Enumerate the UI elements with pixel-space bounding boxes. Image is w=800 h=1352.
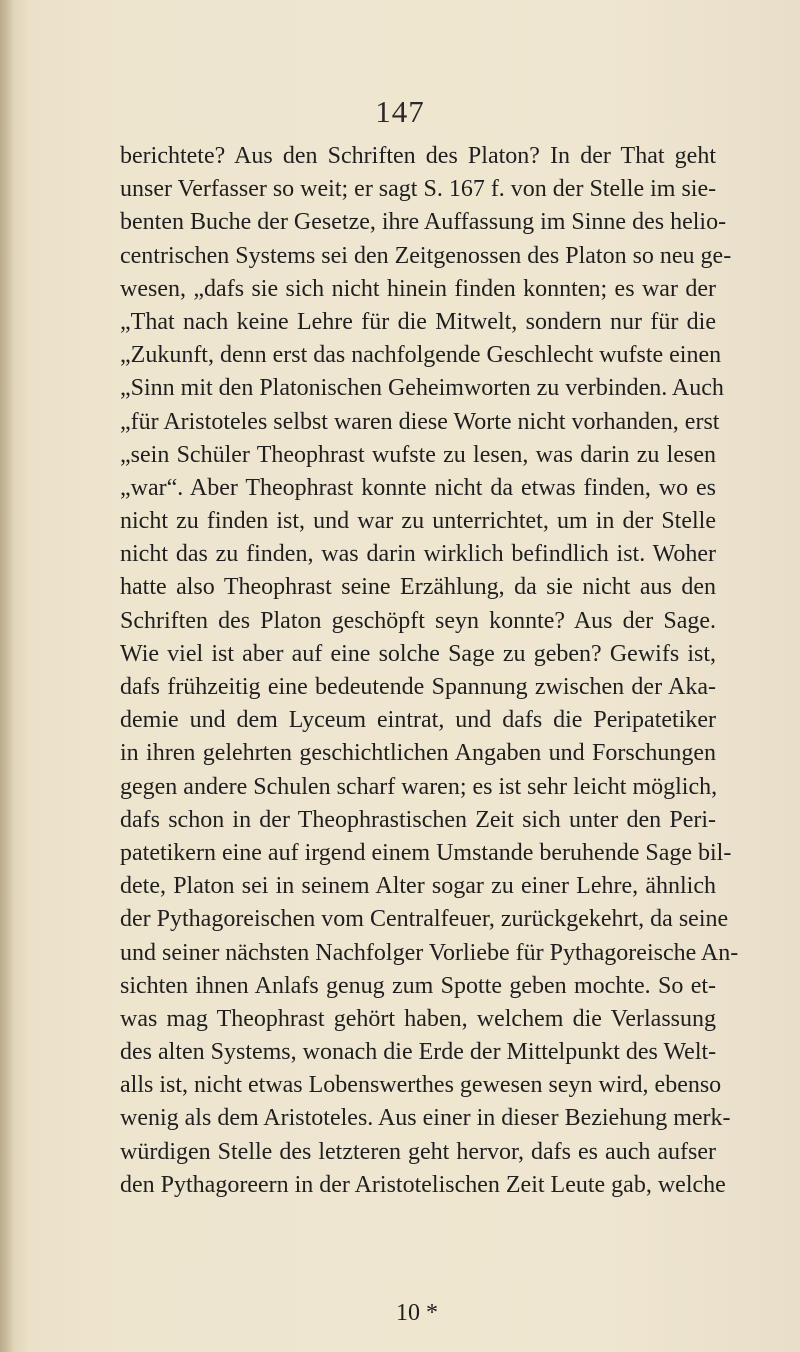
text-line: nicht das zu finden, was darin wirklich befindlich ist. Woher <box>120 541 716 568</box>
text-line: unser Verfasser so weit; er sagt S. 167 f. von der Stelle im sie- <box>120 176 717 203</box>
text-line: der Pythagoreischen vom Centralfeuer, zurückgekehrt, da seine <box>120 906 729 933</box>
text-line: „Sinn mit den Platonischen Geheimworten zu verbinden. Auch <box>120 375 724 402</box>
text-line: wesen, „dafs sie sich nicht hinein finden konnten; es war der <box>120 275 716 302</box>
signature-mark: 10 * <box>396 1300 438 1326</box>
text-line: in ihren gelehrten geschichtlichen Angaben und Forschungen <box>120 740 716 767</box>
text-line: den Pythagoreern in der Aristotelischen Zeit Leute gab, welche <box>120 1171 726 1198</box>
text-line: nicht zu finden ist, und war zu unterrichtet, um in der Stelle <box>120 508 716 535</box>
text-line: „sein Schüler Theophrast wufste zu lesen, was darin zu lesen <box>120 441 716 468</box>
text-line: gegen andere Schulen scharf waren; es ist sehr leicht möglich, <box>120 773 718 800</box>
text-line: dafs schon in der Theophrastischen Zeit sich unter den Peri- <box>120 806 716 833</box>
text-line: „Zukunft, denn erst das nachfolgende Geschlecht wufste einen <box>120 342 722 369</box>
text-line: berichtete? Aus den Schriften des Platon? In der That geht <box>120 143 716 169</box>
text-line: demie und dem Lyceum eintrat, und dafs die Peripatetiker <box>120 707 716 734</box>
text-line: centrischen Systems sei den Zeitgenossen des Platon so neu ge- <box>120 242 732 269</box>
text-line: was mag Theophrast gehört haben, welchem die Verlassung <box>120 1005 716 1032</box>
text-line: „für Aristoteles selbst waren diese Worte nicht vorhanden, erst <box>120 408 720 435</box>
page-number: 147 <box>375 94 425 129</box>
text-line: „war“. Aber Theophrast konnte nicht da etwas finden, wo es <box>120 474 716 501</box>
text-line: des alten Systems, wonach die Erde der Mittelpunkt des Welt- <box>120 1039 717 1066</box>
text-line: würdigen Stelle des letzteren geht hervor, dafs es auch aufser <box>120 1138 716 1165</box>
text-line: sichten ihnen Anlafs genug zum Spotte geben mochte. So et- <box>120 972 716 999</box>
text-line: wenig als dem Aristoteles. Aus einer in dieser Beziehung merk- <box>120 1105 731 1132</box>
body-text <box>120 140 739 1202</box>
text-line: dete, Platon sei in seinem Alter sogar zu einer Lehre, ähnlich <box>120 873 716 900</box>
text-line: „That nach keine Lehre für die Mitwelt, sondern nur für die <box>120 308 716 335</box>
text-line: dafs frühzeitig eine bedeutende Spannung zwischen der Aka- <box>120 674 716 700</box>
text-line: patetikern eine auf irgend einem Umstande beruhende Sage bil- <box>120 839 732 866</box>
text-line: hatte also Theophrast seine Erzählung, da sie nicht aus den <box>120 574 716 601</box>
page-edge-shadow <box>0 0 14 1352</box>
text-line: Wie viel ist aber auf eine solche Sage zu geben? Gewifs ist, <box>120 640 716 667</box>
text-line: Schriften des Platon geschöpft seyn konnte? Aus der Sage. <box>120 607 716 634</box>
text-line: und seiner nächsten Nachfolger Vorliebe für Pythagoreische An- <box>120 939 739 966</box>
text-line: benten Buche der Gesetze, ihre Auffassung im Sinne des helio- <box>120 209 727 236</box>
text-line: alls ist, nicht etwas Lobenswerthes gewesen seyn wird, ebenso <box>120 1072 722 1099</box>
